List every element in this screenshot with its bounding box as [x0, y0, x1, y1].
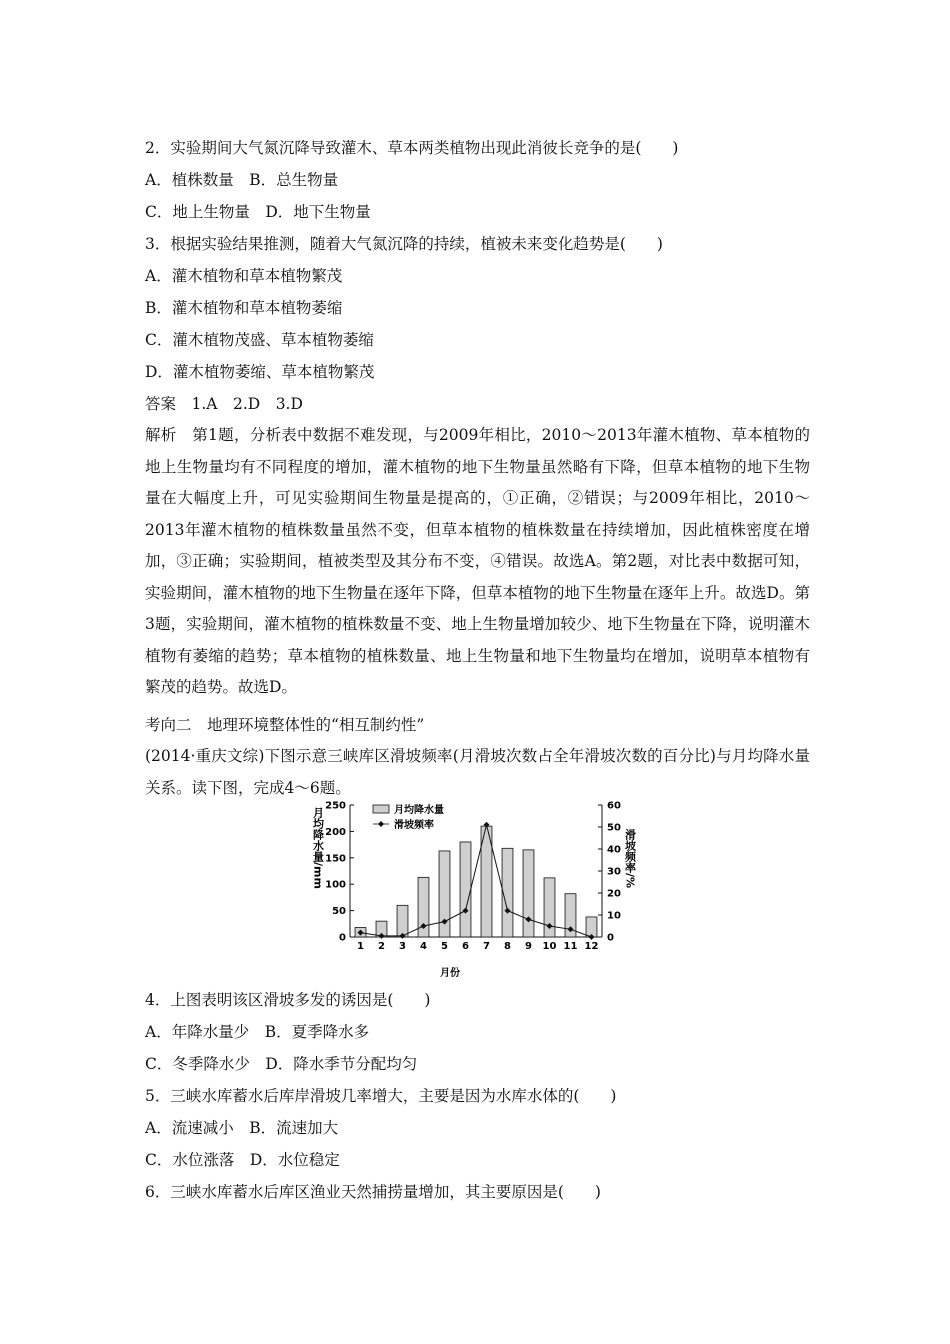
- q5-options-ab: A．流速减小 B．流速加大: [145, 1119, 339, 1137]
- x-tick-label: 3: [399, 941, 406, 952]
- q4-stem: 4．上图表明该区滑坡多发的诱因是( ): [145, 991, 431, 1009]
- right-tick-label: 10: [607, 910, 621, 922]
- q3-stem: 3．根据实验结果推测，随着大气氮沉降的持续，植被未来变化趋势是( ): [145, 235, 663, 253]
- right-tick-label: 40: [607, 844, 621, 856]
- x-tick-label: 5: [441, 941, 448, 952]
- answer-line: 答案 1.A 2.D 3.D: [145, 395, 303, 413]
- rainfall-landslide-chart: [300, 795, 640, 980]
- x-tick-label: 7: [483, 941, 490, 952]
- q2-stem: 2．实验期间大气氮沉降导致灌木、草本两类植物出现此消彼长竞争的是( ): [145, 139, 679, 157]
- x-axis-title: 月份: [440, 968, 460, 979]
- precip-bar: [460, 842, 471, 937]
- x-tick-label: 8: [504, 941, 511, 952]
- landslide-line: [361, 825, 592, 937]
- right-tick-label: 30: [607, 866, 621, 878]
- precip-bar: [586, 917, 597, 937]
- right-axis-title: 滑坡频率/%: [623, 829, 637, 889]
- q2-options-ab: A．植株数量 B．总生物量: [145, 171, 339, 189]
- precip-bar: [523, 850, 534, 937]
- x-tick-label: 2: [378, 941, 385, 952]
- legend-line-marker: [378, 821, 384, 827]
- q3-option-b: B．灌木植物和草本植物萎缩: [145, 299, 343, 317]
- x-tick-label: 9: [525, 941, 532, 952]
- precip-bar: [481, 826, 492, 937]
- q4-options-cd: C．冬季降水少 D．降水季节分配均匀: [145, 1055, 418, 1073]
- q3-option-d: D．灌木植物萎缩、草本植物繁茂: [145, 363, 375, 381]
- left-tick-label: 150: [325, 853, 346, 865]
- analysis-paragraph: 解析 第1题，分析表中数据不难发现，与2009年相比，2010～2013年灌木植物、草本植物的地上生物量均有不同程度的增加，灌木植物的地下生物量虽然略有下降，但草本植物的地下生物量在大幅度上升，可见实验期间生物量是提高的，①正确，②错误；与2009年相比，2010～2013年灌木植物的植株数量虽然不变，但草本植物的植株数量在持续增加，因此植株密度在增加，③正确；实验期间，植被类型及其分布不变，④错误。故选A。第2题，对比表中数据可知，实验期间，灌木植物的地下生物量在逐年下降，但草本植物的地下生物量在逐年上升。故选D。第3题，实验期间，灌木植物的植株数量不变、地上生物量增加较少、地下生物量在下降，说明灌木植物有萎缩的趋势；草本植物的植株数量、地上生物量和地下生物量均在增加，说明草本植物有繁茂的趋势。故选D。: [145, 426, 810, 696]
- chart-legend: [373, 803, 444, 831]
- x-tick-label: 11: [563, 941, 578, 952]
- x-tick-label: 12: [584, 941, 599, 952]
- right-tick-label: 0: [607, 932, 614, 944]
- right-tick-label: 20: [607, 888, 621, 900]
- q6-stem: 6．三峡水库蓄水后库区渔业天然捕捞量增加，其主要原因是( ): [145, 1183, 601, 1201]
- line-series: [358, 822, 595, 940]
- legend-bar-swatch: [373, 805, 389, 813]
- precip-bar: [502, 848, 513, 937]
- q3-option-c: C．灌木植物茂盛、草本植物萎缩: [145, 331, 374, 349]
- q5-stem: 5．三峡水库蓄水后库岸滑坡几率增大，主要是因为水库水体的( ): [145, 1087, 617, 1105]
- left-tick-label: 0: [339, 932, 346, 944]
- bar-series: [355, 826, 597, 937]
- q3-option-a: A．灌木植物和草本植物繁茂: [145, 267, 343, 285]
- x-tick-label: 4: [420, 941, 427, 952]
- x-tick-label: 10: [542, 941, 557, 952]
- left-tick-label: 50: [332, 906, 346, 918]
- left-tick-label: 200: [325, 826, 346, 838]
- legend-line-label: 滑坡频率: [394, 820, 434, 831]
- legend-bar-label: 月均降水量: [394, 805, 444, 816]
- chart-intro: (2014·重庆文综)下图示意三峡库区滑坡频率(月滑坡次数占全年滑坡次数的百分比)与月均降水量关系。读下图，完成4～6题。: [145, 747, 810, 797]
- precip-bar: [397, 905, 408, 937]
- x-tick-label: 1: [357, 941, 364, 952]
- x-tick-label: 6: [462, 941, 469, 952]
- left-tick-label: 100: [325, 879, 346, 891]
- q2-options-cd: C．地上生物量 D．地下生物量: [145, 203, 371, 221]
- right-tick-label: 50: [607, 822, 621, 834]
- right-tick-label: 60: [607, 800, 621, 812]
- left-axis-title: 月均降水量/mm: [311, 807, 325, 889]
- left-tick-label: 250: [325, 800, 346, 812]
- q4-options-ab: A．年降水量少 B．夏季降水多: [145, 1023, 370, 1041]
- q5-options-cd: C．水位涨落 D．水位稳定: [145, 1151, 340, 1169]
- section-title: 考向二 地理环境整体性的“相互制约性”: [145, 716, 425, 734]
